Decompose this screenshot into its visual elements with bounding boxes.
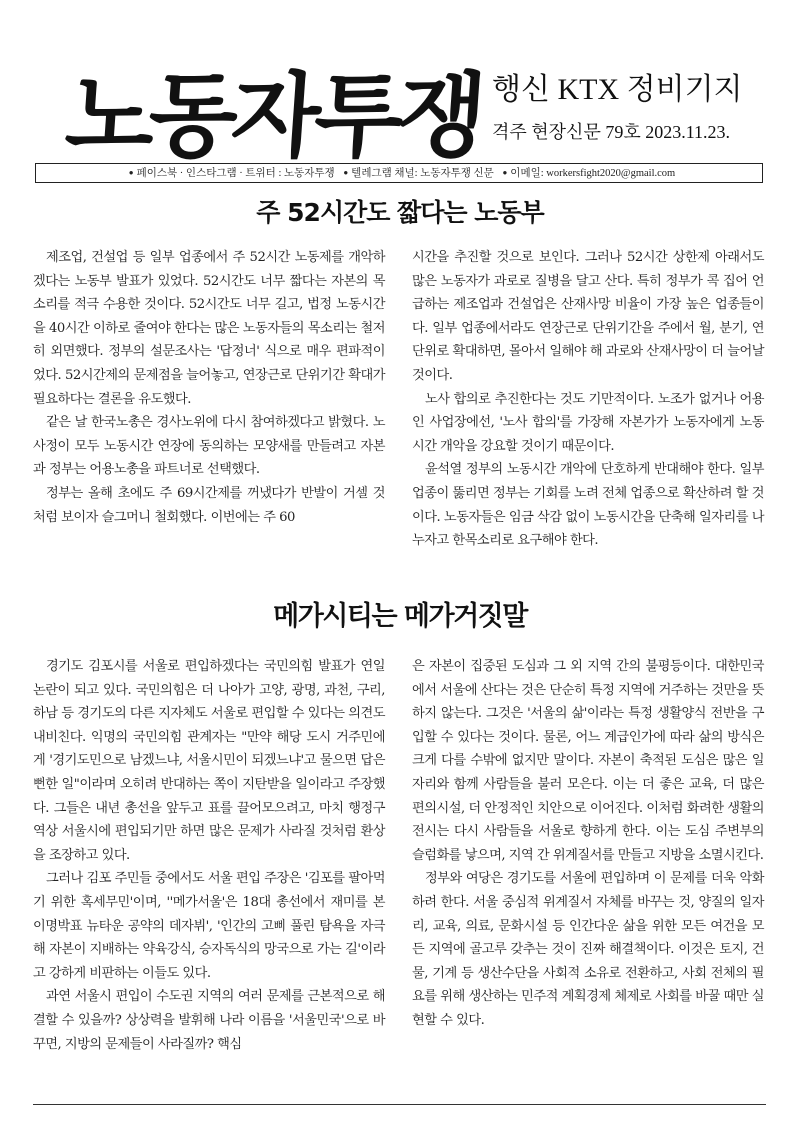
article1-headline: 주 52시간도 짧다는 노동부 [256, 198, 544, 227]
contact-telegram: 텔레그램 채널: 노동자투쟁 신문 [351, 168, 494, 179]
article1-left-column [33, 246, 385, 529]
article2-left-column [33, 655, 385, 1056]
article1-paragraph: 윤석열 정부의 노동시간 개악에 단호하게 반대해야 한다. 일부 업종이 뚫리면 정부는 기회를 노려 전체 업종으로 확산하려 할 것이다. 노동자들은 임금 삭감 없이 노동시간을 단축해 일자리를 나누자고 한목소리로 요구해야 한다. [412, 462, 764, 549]
masthead-logo: 노동자투쟁 [62, 62, 485, 170]
contact-sns: 페이스북 · 인스타그램 · 트위터 : 노동자투쟁 [136, 168, 335, 179]
article1-paragraph: 제조업, 건설업 등 일부 업종에서 주 52시간 노동제를 개악하겠다는 노동부 발표가 있었다. 52시간도 너무 짧다는 자본의 목소리를 적극 수용한 것이다. 52시간도 너무 길고, 법정 노동시간을 40시간 이하로 줄여야 한다는 많은 노동자들의 목소리는 철저히 외면했다. 정부의 설문조사는 '답정너' 식으로 매우 편파적이었다. 52시간제의 문제점을 늘어놓고, 연장근로 단위기간 확대가 필요하다는 결론을 유도했다. [33, 250, 385, 407]
article2-right-column [412, 655, 764, 1033]
bottom-divider [33, 1104, 766, 1105]
article2-paragraph: 그러나 김포 주민들 중에서도 서울 편입 주장은 '김포를 팔아먹기 위한 혹세무민'이며, ''메가서울'은 18대 총선에서 재미를 본 이명박표 뉴타운 공약의 데자뷔', '인간의 고삐 풀린 탐욕을 자극해 자본이 지배하는 약육강식, 승자독식의 망국으로 가는 길'이라고 강하게 비판하는 이들도 있다. [33, 871, 385, 981]
bullet-icon: ● [343, 168, 349, 177]
contact-email: 이메일: workersfight2020@gmail.com [510, 168, 676, 179]
article1-right-column [412, 246, 764, 553]
article2-paragraph: 과연 서울시 편입이 수도권 지역의 여러 문제를 근본적으로 해결할 수 있을까? 상상력을 발휘해 나라 이름을 '서울민국'으로 바꾸면, 지방의 문제들이 사라질까? 핵심 [33, 989, 385, 1052]
article1-paragraph: 시간을 추진할 것으로 보인다. 그러나 52시간 상한제 아래서도 많은 노동자가 과로로 질병을 달고 산다. 특히 정부가 콕 집어 언급하는 제조업과 건설업은 산재사망 비율이 가장 높은 업종들이다. 일부 업종에서라도 연장근로 단위기간을 주에서 월, 분기, 연 단위로 확대하면, 몰아서 일해야 해 과로와 산재사망이 더 늘어날 것이다. [412, 250, 764, 383]
article2-paragraph: 은 자본이 집중된 도심과 그 외 지역 간의 불평등이다. 대한민국에서 서울에 산다는 것은 단순히 특정 지역에 거주하는 것만을 뜻하지 않는다. 그것은 '서울의 삶'이라는 특정 생활양식 전반을 구입할 수 있다는 것이다. 물론, 어느 계급인가에 따라 삶의 방식은 크게 다를 수밖에 없지만 말이다. 자본이 축적된 도심은 많은 일자리와 함께 사람들을 불러 모은다. 이는 더 좋은 교육, 더 많은 편의시설, 더 안정적인 치안으로 이어진다. 이처럼 화려한 생활의 전시는 다시 사람들을 서울로 향하게 한다. 이는 도심 주변부의 슬럼화를 낳으며, 지역 간 위계질서를 만들고 지방을 소멸시킨다. [412, 659, 764, 863]
contact-bar [35, 163, 763, 183]
article1-paragraph: 정부는 올해 초에도 주 69시간제를 꺼냈다가 반발이 거셀 것처럼 보이자 슬그머니 철회했다. 이번에는 주 60 [33, 485, 385, 525]
article2-paragraph: 정부와 여당은 경기도를 서울에 편입하며 이 문제를 더욱 악화하려 한다. 서울 중심적 위계질서 자체를 바꾸는 것, 양질의 일자리, 교육, 의료, 문화시설 등 인간다운 삶을 위한 모든 여건을 모든 지역에 골고루 갖추는 것이 진짜 해결책이다. 이것은 토지, 건물, 기계 등 생산수단을 사회적 소유로 전환하고, 사회 전체의 필요를 위해 생산하는 민주적 계획경제 체제로 사회를 바꿀 때만 실현할 수 있다. [412, 871, 764, 1028]
article2-headline: 메가시티는 메가거짓말 [273, 601, 527, 632]
masthead-location-title: 행신 KTX 정비기지 [492, 73, 743, 106]
bullet-icon: ● [128, 168, 134, 177]
article2-paragraph: 경기도 김포시를 서울로 편입하겠다는 국민의힘 발표가 연일 논란이 되고 있다. 국민의힘은 더 나아가 고양, 광명, 과천, 구리, 하남 등 경기도의 다른 지자체도 서울로 편입할 수 있다는 의견도 내비친다. 익명의 국민의힘 관계자는 "만약 해당 도시 거주민에게 '경기도민으로 남겠느냐, 서울시민이 되겠느냐'고 물으면 답은 뻔한 일"이라며 오히려 반대하는 쪽이 지탄받을 일이라고 주장했다. 그들은 내년 총선을 앞두고 표를 끌어모으려고, 마치 행정구역상 서울시에 편입되기만 하면 많은 문제가 사라질 것처럼 환상을 조장하고 있다. [33, 659, 385, 863]
masthead-issue-line: 격주 현장신문 79호 2023.11.23. [492, 122, 731, 142]
article1-paragraph: 같은 날 한국노총은 경사노위에 다시 참여하겠다고 밝혔다. 노사정이 모두 노동시간 연장에 동의하는 모양새를 만들려고 자본과 정부는 어용노총을 파트너로 선택했다. [33, 415, 385, 478]
article1-paragraph: 노사 합의로 추진한다는 것도 기만적이다. 노조가 없거나 어용인 사업장에선, '노사 합의'를 가장해 자본가가 노동자에게 노동시간 개악을 강요할 것이기 때문이다. [412, 391, 764, 454]
bullet-icon: ● [502, 168, 508, 177]
